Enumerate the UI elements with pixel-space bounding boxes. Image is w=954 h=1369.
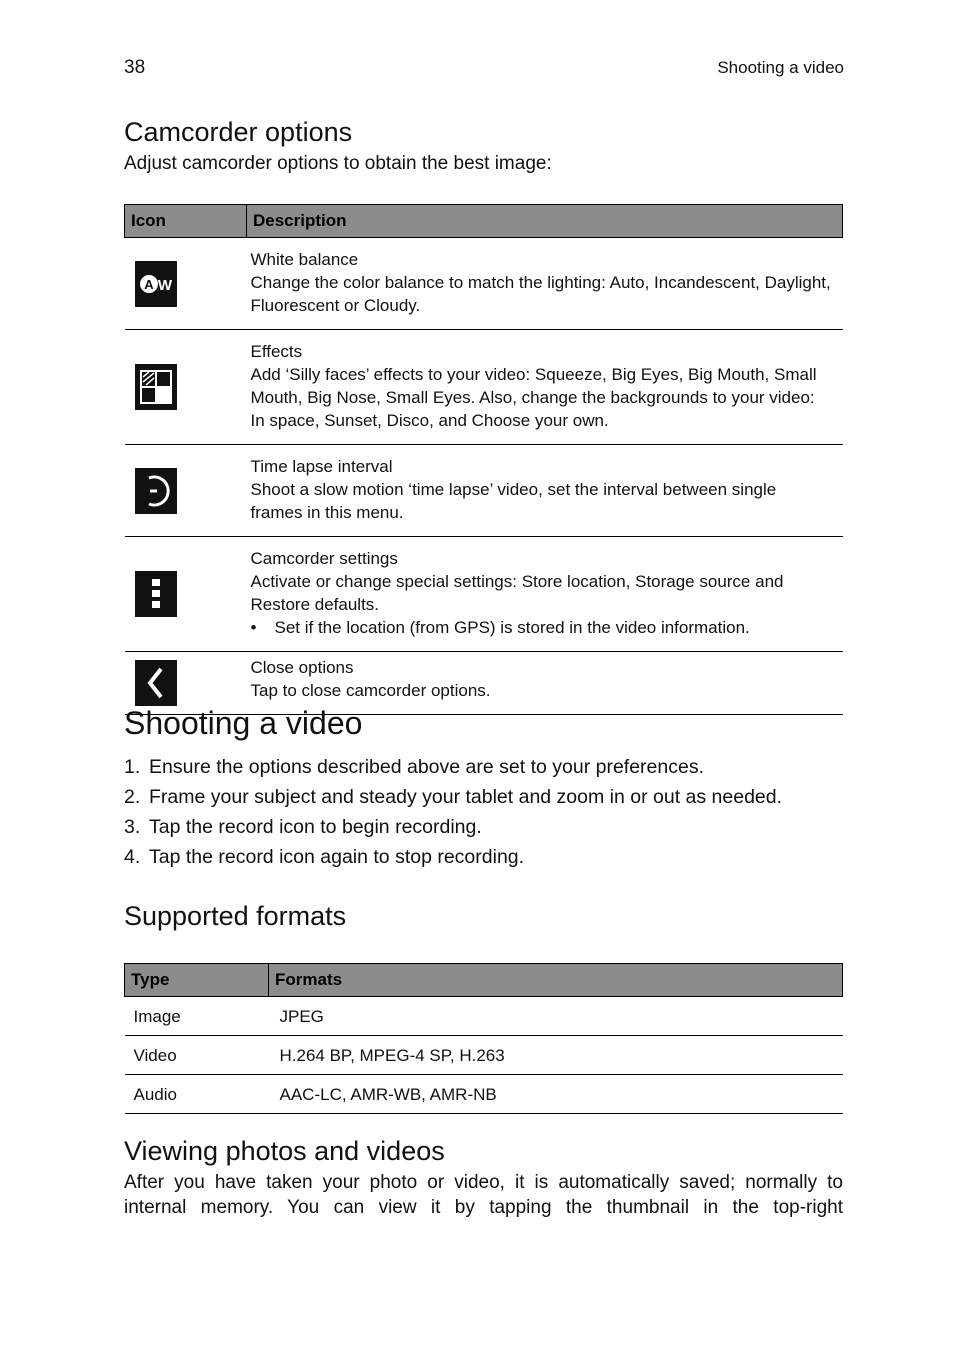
list-item xyxy=(124,845,782,875)
page-number: 38 xyxy=(124,57,146,78)
step-text: Tap the record icon to begin recording. xyxy=(149,816,482,838)
table-row xyxy=(125,1075,843,1114)
viewing-heading: Viewing photos and videos xyxy=(124,1136,445,1166)
step-text: Frame your subject and steady your tablet and zoom in or out as needed. xyxy=(149,786,783,808)
shooting-video-heading: Shooting a video xyxy=(124,705,363,741)
viewing-paragraph-line-1: After you have taken your photo or video, it is automatically saved; normally to xyxy=(124,1172,843,1193)
column-header-icon: Icon xyxy=(125,205,247,238)
supported-formats-table xyxy=(124,963,843,1114)
column-header-description: Description xyxy=(247,205,843,238)
shooting-steps-list xyxy=(124,755,782,875)
table-header-row xyxy=(125,205,843,238)
list-item xyxy=(124,815,782,845)
format-values: H.264 BP, MPEG-4 SP, H.263 xyxy=(269,1036,843,1075)
camcorder-options-table xyxy=(124,204,843,715)
time-lapse-icon xyxy=(135,468,177,514)
option-bullet xyxy=(251,616,833,639)
table-row xyxy=(125,445,843,537)
effects-icon xyxy=(135,364,177,410)
table-row xyxy=(125,238,843,330)
svg-text:W: W xyxy=(157,276,172,294)
settings-menu-icon xyxy=(135,571,177,617)
format-type: Audio xyxy=(125,1075,269,1114)
option-description: Shoot a slow motion ‘time lapse’ video, set the interval between single frames in this menu. xyxy=(250,480,777,522)
svg-text:A: A xyxy=(143,276,154,292)
table-row xyxy=(125,1036,843,1075)
close-chevron-icon xyxy=(135,660,177,706)
table-header-row xyxy=(125,964,843,997)
option-description: Activate or change special settings: Store location, Storage source and Restore defaults. xyxy=(250,572,784,614)
step-text: Ensure the options described above are set to your preferences. xyxy=(149,756,704,778)
format-type: Video xyxy=(125,1036,269,1075)
column-header-formats: Formats xyxy=(269,964,843,997)
format-type: Image xyxy=(125,997,269,1036)
list-item xyxy=(124,755,782,785)
option-title: White balance xyxy=(250,250,359,269)
option-title: Close options xyxy=(250,658,354,677)
running-header: Shooting a video xyxy=(717,58,844,77)
table-row xyxy=(125,330,843,445)
bullet-text: Set if the location (from GPS) is stored in the video information. xyxy=(274,618,750,637)
step-number: 3. xyxy=(124,816,141,838)
list-item xyxy=(124,785,782,815)
white-balance-icon xyxy=(135,261,177,307)
camcorder-options-heading: Camcorder options xyxy=(124,117,353,147)
step-text: Tap the record icon again to stop recording. xyxy=(149,846,525,868)
option-title: Effects xyxy=(250,342,303,361)
camcorder-options-intro: Adjust camcorder options to obtain the best image: xyxy=(124,153,552,174)
option-title: Time lapse interval xyxy=(250,457,393,476)
column-header-type: Type xyxy=(125,964,269,997)
option-description: Add ‘Silly faces’ effects to your video: Squeeze, Big Eyes, Big Mouth, Small Mouth, Big Nose, Small Eyes. Also, change the backgrounds to your video: In space, Sunset, Disco, and Choose your own. xyxy=(250,365,817,430)
bullet-mark: • xyxy=(250,618,257,637)
option-description: Change the color balance to match the lighting: Auto, Incandescent, Daylight, Fluorescent or Cloudy. xyxy=(250,273,831,315)
option-title: Camcorder settings xyxy=(250,549,398,568)
format-values: AAC-LC, AMR-WB, AMR-NB xyxy=(269,1075,843,1114)
option-description: Tap to close camcorder options. xyxy=(250,681,491,700)
format-values: JPEG xyxy=(269,997,843,1036)
step-number: 4. xyxy=(124,846,141,868)
table-row xyxy=(125,537,843,652)
table-row xyxy=(125,997,843,1036)
step-number: 2. xyxy=(124,786,141,808)
supported-formats-heading: Supported formats xyxy=(124,901,347,931)
step-number: 1. xyxy=(124,756,141,778)
viewing-paragraph-line-2: internal memory. You can view it by tapping the thumbnail in the top-right xyxy=(124,1197,843,1218)
